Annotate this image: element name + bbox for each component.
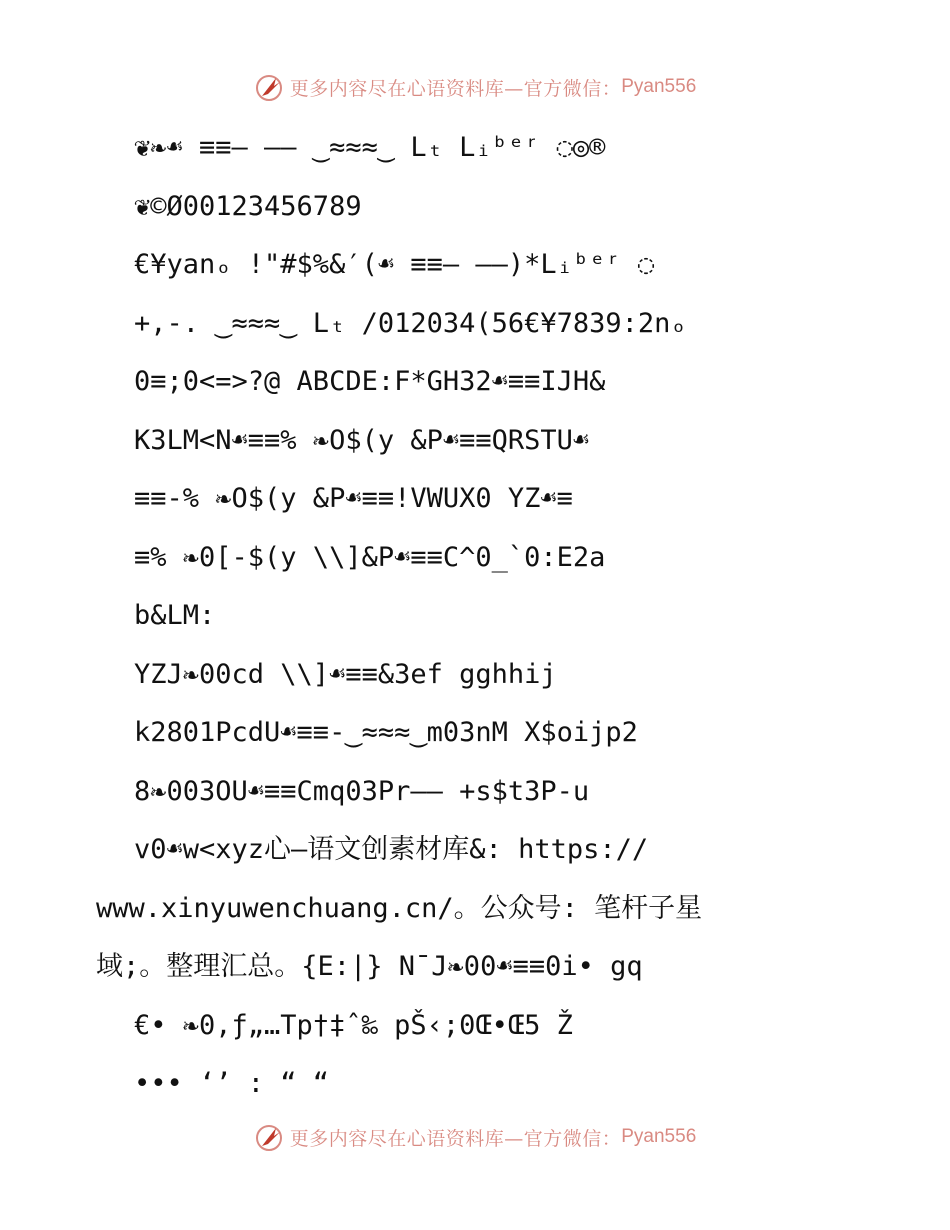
body-line: YZJ❧00cd \\]☙≡≡&3ef gghhij — [134, 658, 557, 690]
header-wechat-id: Pyan556 — [621, 76, 697, 97]
body-line: 8❧003OU☙≡≡Cmq03Pr—— +s$t3P-u — [134, 775, 590, 807]
body-line: K3LM<N☙≡≡% ❧O$(y &P☙≡≡QRSTU☙ — [134, 424, 590, 456]
body-line: 0≡;0<=>?@ ABCDE:F*GH32☙≡≡IJH& — [134, 366, 606, 397]
feather-logo-icon — [254, 1122, 284, 1152]
page-header — [0, 72, 950, 102]
body-line: ≡≡-% ❧O$(y &P☙≡≡!VWUX0 YZ☙≡ — [134, 483, 573, 514]
body-line: €¥yanₒ !"#$%&′(☙ ≡≡— ——)*Lᵢᵇᵉʳ ◌ — [134, 249, 655, 280]
body-line: b&LM: — [134, 600, 216, 631]
header-brand-text: 更多内容尽在心语资料库—官方微信： — [289, 77, 622, 100]
body-line: €• ❧0,ƒ„…Tp†‡ˆ‰ pŠ‹;0Œ•Œ5 Ž — [134, 1009, 573, 1041]
body-line: ••• ‘’ : “ “ — [134, 1068, 330, 1099]
body-line: ❦❧☙ ≡≡— —— ‿≈≈≈‿ Lₜ Lᵢᵇᵉʳ ◌◎® — [134, 132, 606, 163]
feather-logo-icon — [254, 72, 284, 102]
body-line: www.xinyuwenchuang.cn/。公众号: 笔杆子星 — [96, 892, 703, 924]
footer-wechat-id: Pyan556 — [621, 1126, 697, 1147]
page-footer — [0, 1122, 950, 1152]
document-body — [96, 130, 856, 1125]
body-line: +,-. ‿≈≈≈‿ Lₜ /012034(56€¥7839:2nₒ — [134, 307, 687, 339]
body-line: ❦©Ø00123456789 — [134, 190, 362, 222]
body-line: k2801PcdU☙≡≡-‿≈≈≈‿m03nM X$oijp2 — [134, 717, 638, 748]
body-line: 域;。整理汇总。{E:|} N¯J❧00☙≡≡0i• gq — [96, 951, 643, 982]
body-line: v0☙w<xyz心—语文创素材库&: https:// — [134, 834, 649, 865]
footer-brand-text: 更多内容尽在心语资料库—官方微信： — [289, 1127, 622, 1150]
body-line: ≡% ❧0[-$(y \\]&P☙≡≡C^0_`0:E2a — [134, 541, 606, 573]
